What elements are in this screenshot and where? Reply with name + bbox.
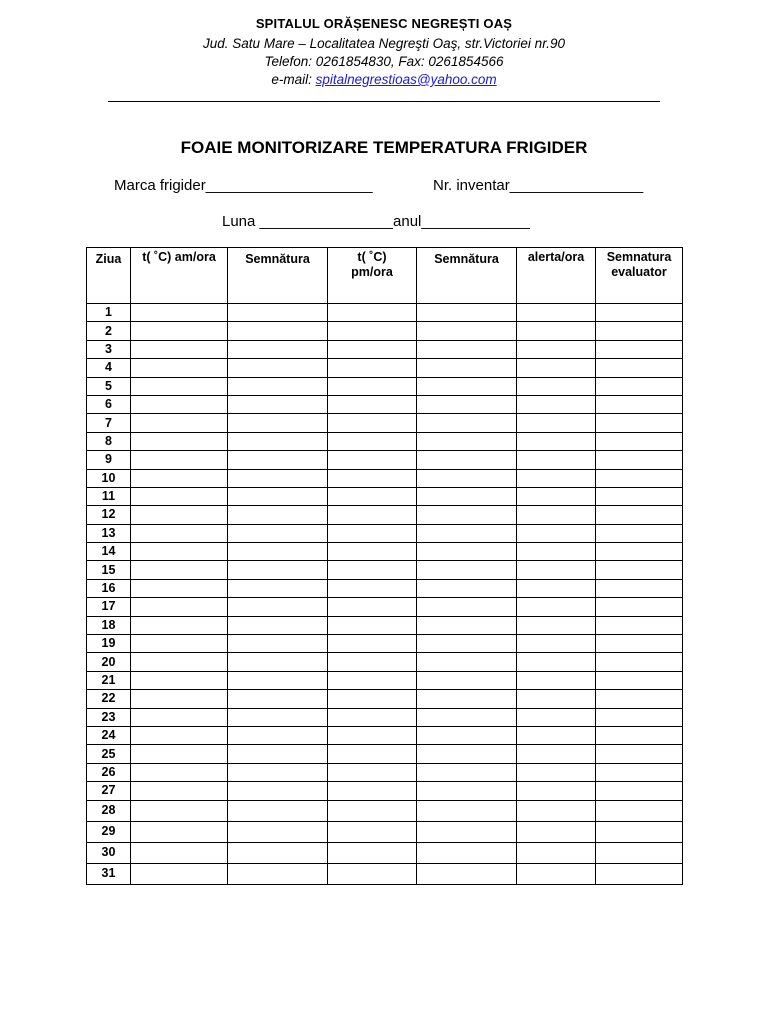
- col-semnatura-pm-header: Semnătura: [417, 248, 517, 304]
- col-temp-pm-cell[interactable]: [328, 304, 417, 322]
- col-semnatura-am-cell[interactable]: [228, 763, 328, 781]
- table-row: [87, 671, 683, 689]
- col-semnatura-pm-cell[interactable]: [417, 635, 517, 653]
- col-semnatura-am-cell[interactable]: [228, 671, 328, 689]
- col-temp-am-cell[interactable]: [131, 469, 228, 487]
- col-semnatura-evaluator-cell[interactable]: [596, 561, 683, 579]
- col-semnatura-evaluator-cell[interactable]: [596, 451, 683, 469]
- col-alerta-cell[interactable]: [517, 322, 596, 340]
- col-temp-pm-cell[interactable]: [328, 414, 417, 432]
- institution-phone-fax: Telefon: 0261854830, Fax: 0261854566: [264, 54, 504, 69]
- col-temp-pm-cell[interactable]: [328, 469, 417, 487]
- col-alerta-cell[interactable]: [517, 524, 596, 542]
- col-semnatura-evaluator-cell[interactable]: [596, 543, 683, 561]
- col-temp-am-header: t( ˚C) am/ora: [131, 248, 228, 304]
- col-semnatura-pm-cell[interactable]: [417, 708, 517, 726]
- col-temp-am-cell[interactable]: [131, 708, 228, 726]
- col-temp-pm-cell[interactable]: [328, 322, 417, 340]
- col-semnatura-pm-cell[interactable]: [417, 653, 517, 671]
- col-semnatura-pm-cell[interactable]: [417, 800, 517, 821]
- col-temp-pm-cell[interactable]: [328, 543, 417, 561]
- day-number-cell: 7: [87, 414, 131, 432]
- col-semnatura-evaluator-cell[interactable]: [596, 745, 683, 763]
- col-semnatura-evaluator-cell[interactable]: [596, 304, 683, 322]
- table-row: [87, 690, 683, 708]
- col-temp-am-cell[interactable]: [131, 414, 228, 432]
- table-row: [87, 598, 683, 616]
- col-semnatura-am-cell[interactable]: [228, 395, 328, 413]
- col-temp-am-cell[interactable]: [131, 432, 228, 450]
- col-temp-pm-cell[interactable]: [328, 377, 417, 395]
- col-temp-am-cell[interactable]: [131, 616, 228, 634]
- col-semnatura-evaluator-cell[interactable]: [596, 579, 683, 597]
- col-semnatura-am-cell[interactable]: [228, 782, 328, 800]
- col-temp-pm-cell[interactable]: [328, 395, 417, 413]
- col-semnatura-pm-cell[interactable]: [417, 863, 517, 884]
- col-semnatura-evaluator-cell[interactable]: [596, 763, 683, 781]
- day-number-cell: 26: [87, 763, 131, 781]
- table-row: [87, 726, 683, 744]
- day-number-cell: 2: [87, 322, 131, 340]
- col-temp-pm-cell[interactable]: [328, 763, 417, 781]
- col-semnatura-evaluator-cell[interactable]: [596, 800, 683, 821]
- col-semnatura-evaluator-cell[interactable]: [596, 506, 683, 524]
- day-number-cell: 18: [87, 616, 131, 634]
- col-semnatura-evaluator-cell[interactable]: [596, 524, 683, 542]
- table-row: [87, 414, 683, 432]
- col-semnatura-pm-cell[interactable]: [417, 524, 517, 542]
- col-temp-pm-cell[interactable]: [328, 745, 417, 763]
- email-link[interactable]: spitalnegrestioas@yahoo.com: [315, 72, 497, 87]
- col-alerta-cell[interactable]: [517, 635, 596, 653]
- col-semnatura-am-cell[interactable]: [228, 726, 328, 744]
- table-row: [87, 340, 683, 358]
- col-semnatura-evaluator-cell[interactable]: [596, 690, 683, 708]
- day-number-cell: 15: [87, 561, 131, 579]
- day-number-cell: 24: [87, 726, 131, 744]
- email-label: e-mail:: [271, 72, 316, 87]
- nr-inventar-field: Nr. inventar________________: [433, 177, 644, 194]
- col-temp-pm-cell[interactable]: [328, 561, 417, 579]
- col-alerta-cell[interactable]: [517, 414, 596, 432]
- day-number-cell: 14: [87, 543, 131, 561]
- col-semnatura-evaluator-cell[interactable]: [596, 414, 683, 432]
- institution-email-line: [0, 71, 768, 89]
- day-number-cell: 22: [87, 690, 131, 708]
- col-semnatura-evaluator-cell[interactable]: [596, 598, 683, 616]
- table-row: [87, 616, 683, 634]
- form-title: FOAIE MONITORIZARE TEMPERATURA FRIGIDER: [180, 138, 588, 157]
- table-row: [87, 763, 683, 781]
- col-alerta-cell[interactable]: [517, 451, 596, 469]
- col-temp-am-cell[interactable]: [131, 863, 228, 884]
- col-semnatura-pm-cell[interactable]: [417, 726, 517, 744]
- table-row: [87, 469, 683, 487]
- col-temp-pm-cell[interactable]: [328, 653, 417, 671]
- col-semnatura-pm-cell[interactable]: [417, 322, 517, 340]
- col-semnatura-pm-cell[interactable]: [417, 763, 517, 781]
- col-semnatura-evaluator-cell[interactable]: [596, 377, 683, 395]
- day-number-cell: 8: [87, 432, 131, 450]
- table-row: [87, 635, 683, 653]
- col-alerta-cell[interactable]: [517, 598, 596, 616]
- col-semnatura-evaluator-cell[interactable]: [596, 616, 683, 634]
- col-alerta-cell[interactable]: [517, 745, 596, 763]
- col-temp-am-cell[interactable]: [131, 322, 228, 340]
- table-row: [87, 487, 683, 505]
- col-semnatura-evaluator-cell[interactable]: [596, 708, 683, 726]
- col-semnatura-pm-cell[interactable]: [417, 782, 517, 800]
- col-semnatura-pm-cell[interactable]: [417, 616, 517, 634]
- col-temp-pm-cell[interactable]: [328, 726, 417, 744]
- col-temp-pm-cell[interactable]: [328, 506, 417, 524]
- table-row: [87, 745, 683, 763]
- col-semnatura-am-cell[interactable]: [228, 821, 328, 842]
- col-semnatura-am-cell[interactable]: [228, 487, 328, 505]
- col-alerta-cell[interactable]: [517, 543, 596, 561]
- col-temp-am-cell[interactable]: [131, 821, 228, 842]
- table-row: [87, 432, 683, 450]
- col-temp-am-cell[interactable]: [131, 579, 228, 597]
- day-number-cell: 21: [87, 671, 131, 689]
- col-semnatura-am-cell[interactable]: [228, 579, 328, 597]
- day-number-cell: 4: [87, 359, 131, 377]
- col-semnatura-pm-cell[interactable]: [417, 745, 517, 763]
- col-semnatura-am-cell[interactable]: [228, 800, 328, 821]
- col-temp-pm-cell[interactable]: [328, 671, 417, 689]
- col-semnatura-pm-cell[interactable]: [417, 414, 517, 432]
- col-temp-pm-cell[interactable]: [328, 432, 417, 450]
- col-semnatura-am-cell[interactable]: [228, 524, 328, 542]
- col-semnatura-pm-cell[interactable]: [417, 359, 517, 377]
- col-semnatura-evaluator-cell[interactable]: [596, 469, 683, 487]
- table-row: [87, 524, 683, 542]
- col-alerta-cell[interactable]: [517, 432, 596, 450]
- table-row: [87, 863, 683, 884]
- col-alerta-cell[interactable]: [517, 726, 596, 744]
- day-number-cell: 11: [87, 487, 131, 505]
- col-semnatura-pm-cell[interactable]: [417, 432, 517, 450]
- col-alerta-cell[interactable]: [517, 616, 596, 634]
- col-temp-pm-cell[interactable]: [328, 690, 417, 708]
- col-semnatura-am-cell[interactable]: [228, 506, 328, 524]
- col-semnatura-pm-cell[interactable]: [417, 561, 517, 579]
- col-temp-am-cell[interactable]: [131, 745, 228, 763]
- day-number-cell: 12: [87, 506, 131, 524]
- col-semnatura-pm-cell[interactable]: [417, 340, 517, 358]
- table-row: [87, 842, 683, 863]
- table-row: [87, 377, 683, 395]
- col-alerta-cell[interactable]: [517, 395, 596, 413]
- day-number-cell: 30: [87, 842, 131, 863]
- col-semnatura-pm-cell[interactable]: [417, 451, 517, 469]
- col-semnatura-pm-cell[interactable]: [417, 506, 517, 524]
- col-temp-pm-cell[interactable]: [328, 524, 417, 542]
- day-number-cell: 28: [87, 800, 131, 821]
- table-row: [87, 359, 683, 377]
- header-divider: [108, 101, 660, 102]
- col-semnatura-pm-cell[interactable]: [417, 671, 517, 689]
- col-semnatura-evaluator-cell[interactable]: [596, 821, 683, 842]
- luna-anul-field: Luna ________________anul_____________: [222, 213, 530, 230]
- col-temp-am-cell[interactable]: [131, 800, 228, 821]
- col-temp-pm-cell[interactable]: [328, 598, 417, 616]
- col-alerta-cell[interactable]: [517, 653, 596, 671]
- table-row: [87, 543, 683, 561]
- table-row: [87, 561, 683, 579]
- table-row: [87, 395, 683, 413]
- col-temp-am-cell[interactable]: [131, 763, 228, 781]
- table-row: [87, 800, 683, 821]
- col-semnatura-pm-cell[interactable]: [417, 842, 517, 863]
- col-temp-am-cell[interactable]: [131, 842, 228, 863]
- col-semnatura-evaluator-cell[interactable]: [596, 340, 683, 358]
- table-row: [87, 579, 683, 597]
- col-temp-am-cell[interactable]: [131, 690, 228, 708]
- col-temp-pm-cell[interactable]: [328, 821, 417, 842]
- col-temp-am-cell[interactable]: [131, 635, 228, 653]
- col-temp-am-cell[interactable]: [131, 598, 228, 616]
- col-alerta-cell[interactable]: [517, 763, 596, 781]
- col-alerta-cell[interactable]: [517, 469, 596, 487]
- day-number-cell: 5: [87, 377, 131, 395]
- col-ziua-header: Ziua: [87, 248, 131, 304]
- col-semnatura-am-cell[interactable]: [228, 635, 328, 653]
- day-number-cell: 20: [87, 653, 131, 671]
- col-temp-am-cell[interactable]: [131, 543, 228, 561]
- col-semnatura-evaluator-cell[interactable]: [596, 653, 683, 671]
- col-semnatura-am-cell[interactable]: [228, 340, 328, 358]
- day-number-cell: 10: [87, 469, 131, 487]
- col-alerta-cell[interactable]: [517, 782, 596, 800]
- col-temp-pm-cell[interactable]: [328, 359, 417, 377]
- col-semnatura-pm-cell[interactable]: [417, 395, 517, 413]
- col-semnatura-am-cell[interactable]: [228, 842, 328, 863]
- col-alerta-cell[interactable]: [517, 304, 596, 322]
- col-temp-am-cell[interactable]: [131, 782, 228, 800]
- day-number-cell: 25: [87, 745, 131, 763]
- col-semnatura-evaluator-cell[interactable]: [596, 359, 683, 377]
- table-row: [87, 782, 683, 800]
- col-semnatura-evaluator-cell[interactable]: [596, 487, 683, 505]
- col-temp-am-cell[interactable]: [131, 304, 228, 322]
- col-temp-am-cell[interactable]: [131, 671, 228, 689]
- day-number-cell: 16: [87, 579, 131, 597]
- col-temp-pm-cell[interactable]: [328, 579, 417, 597]
- day-number-cell: 19: [87, 635, 131, 653]
- col-temp-am-cell[interactable]: [131, 487, 228, 505]
- col-semnatura-am-cell[interactable]: [228, 653, 328, 671]
- col-temp-am-cell[interactable]: [131, 653, 228, 671]
- col-alerta-cell[interactable]: [517, 377, 596, 395]
- col-semnatura-am-cell[interactable]: [228, 432, 328, 450]
- col-semnatura-pm-cell[interactable]: [417, 377, 517, 395]
- col-temp-pm-cell[interactable]: [328, 842, 417, 863]
- col-semnatura-am-cell[interactable]: [228, 469, 328, 487]
- table-row: [87, 322, 683, 340]
- col-semnatura-pm-cell[interactable]: [417, 598, 517, 616]
- col-temp-pm-cell[interactable]: [328, 708, 417, 726]
- col-alerta-cell[interactable]: [517, 359, 596, 377]
- col-alerta-cell[interactable]: [517, 579, 596, 597]
- col-semnatura-pm-cell[interactable]: [417, 579, 517, 597]
- col-temp-am-cell[interactable]: [131, 506, 228, 524]
- col-temp-pm-cell[interactable]: [328, 782, 417, 800]
- col-temp-pm-cell[interactable]: [328, 451, 417, 469]
- col-semnatura-am-cell[interactable]: [228, 616, 328, 634]
- institution-address: Jud. Satu Mare – Localitatea Negreşti Oaş, str.Victoriei nr.90: [203, 36, 565, 51]
- table-row: [87, 304, 683, 322]
- col-semnatura-am-cell[interactable]: [228, 304, 328, 322]
- col-alerta-cell[interactable]: [517, 821, 596, 842]
- col-semnatura-am-cell[interactable]: [228, 598, 328, 616]
- col-temp-am-cell[interactable]: [131, 340, 228, 358]
- day-number-cell: 29: [87, 821, 131, 842]
- col-semnatura-am-cell[interactable]: [228, 359, 328, 377]
- col-semnatura-am-cell[interactable]: [228, 414, 328, 432]
- col-temp-am-cell[interactable]: [131, 395, 228, 413]
- col-semnatura-am-cell[interactable]: [228, 377, 328, 395]
- col-alerta-cell[interactable]: [517, 690, 596, 708]
- col-temp-am-cell[interactable]: [131, 561, 228, 579]
- col-alerta-cell[interactable]: [517, 506, 596, 524]
- col-semnatura-am-cell[interactable]: [228, 745, 328, 763]
- day-number-cell: 9: [87, 451, 131, 469]
- table-row: [87, 821, 683, 842]
- col-semnatura-am-cell[interactable]: [228, 561, 328, 579]
- col-semnatura-evaluator-header: Semnatura evaluator: [596, 248, 683, 304]
- col-semnatura-evaluator-cell[interactable]: [596, 432, 683, 450]
- col-semnatura-am-cell[interactable]: [228, 451, 328, 469]
- col-semnatura-am-cell[interactable]: [228, 543, 328, 561]
- col-temp-am-cell[interactable]: [131, 451, 228, 469]
- col-temp-pm-cell[interactable]: [328, 340, 417, 358]
- col-semnatura-evaluator-cell[interactable]: [596, 322, 683, 340]
- col-temp-am-cell[interactable]: [131, 524, 228, 542]
- col-temp-pm-cell[interactable]: [328, 616, 417, 634]
- col-semnatura-evaluator-cell[interactable]: [596, 782, 683, 800]
- table-row: [87, 653, 683, 671]
- temperature-log-table: [86, 247, 683, 885]
- col-alerta-cell[interactable]: [517, 708, 596, 726]
- col-semnatura-am-cell[interactable]: [228, 322, 328, 340]
- col-temp-pm-cell[interactable]: [328, 800, 417, 821]
- col-semnatura-evaluator-cell[interactable]: [596, 863, 683, 884]
- col-alerta-cell[interactable]: [517, 800, 596, 821]
- day-number-cell: 1: [87, 304, 131, 322]
- col-semnatura-am-cell[interactable]: [228, 863, 328, 884]
- col-semnatura-am-cell[interactable]: [228, 690, 328, 708]
- col-semnatura-pm-cell[interactable]: [417, 469, 517, 487]
- col-semnatura-pm-cell[interactable]: [417, 487, 517, 505]
- table-row: [87, 451, 683, 469]
- col-temp-pm-cell[interactable]: [328, 487, 417, 505]
- col-alerta-cell[interactable]: [517, 340, 596, 358]
- table-body: [87, 304, 683, 885]
- col-temp-am-cell[interactable]: [131, 726, 228, 744]
- col-semnatura-pm-cell[interactable]: [417, 821, 517, 842]
- col-temp-am-cell[interactable]: [131, 377, 228, 395]
- table-row: [87, 708, 683, 726]
- col-semnatura-evaluator-cell[interactable]: [596, 726, 683, 744]
- col-temp-pm-cell[interactable]: [328, 635, 417, 653]
- col-semnatura-pm-cell[interactable]: [417, 304, 517, 322]
- col-alerta-cell[interactable]: [517, 561, 596, 579]
- day-number-cell: 3: [87, 340, 131, 358]
- col-semnatura-am-cell[interactable]: [228, 708, 328, 726]
- col-semnatura-evaluator-cell[interactable]: [596, 395, 683, 413]
- day-number-cell: 27: [87, 782, 131, 800]
- col-alerta-cell[interactable]: [517, 671, 596, 689]
- day-number-cell: 23: [87, 708, 131, 726]
- day-number-cell: 6: [87, 395, 131, 413]
- col-semnatura-evaluator-cell[interactable]: [596, 671, 683, 689]
- col-semnatura-evaluator-cell[interactable]: [596, 635, 683, 653]
- day-number-cell: 13: [87, 524, 131, 542]
- col-temp-pm-header: t( ˚C) pm/ora: [328, 248, 417, 304]
- col-temp-pm-cell[interactable]: [328, 863, 417, 884]
- day-number-cell: 17: [87, 598, 131, 616]
- day-number-cell: 31: [87, 863, 131, 884]
- col-alerta-cell[interactable]: [517, 487, 596, 505]
- table-row: [87, 506, 683, 524]
- institution-name: SPITALUL ORĂȘENESC NEGREȘTI OAȘ: [255, 16, 513, 31]
- col-alerta-cell[interactable]: [517, 863, 596, 884]
- col-alerta-cell[interactable]: [517, 842, 596, 863]
- col-semnatura-pm-cell[interactable]: [417, 690, 517, 708]
- table-header-row: [87, 248, 683, 304]
- col-semnatura-evaluator-cell[interactable]: [596, 842, 683, 863]
- col-semnatura-am-header: Semnătura: [228, 248, 328, 304]
- col-alerta-header: alerta/ora: [517, 248, 596, 304]
- marca-frigider-field: Marca frigider____________________: [114, 177, 373, 194]
- col-semnatura-pm-cell[interactable]: [417, 543, 517, 561]
- col-temp-am-cell[interactable]: [131, 359, 228, 377]
